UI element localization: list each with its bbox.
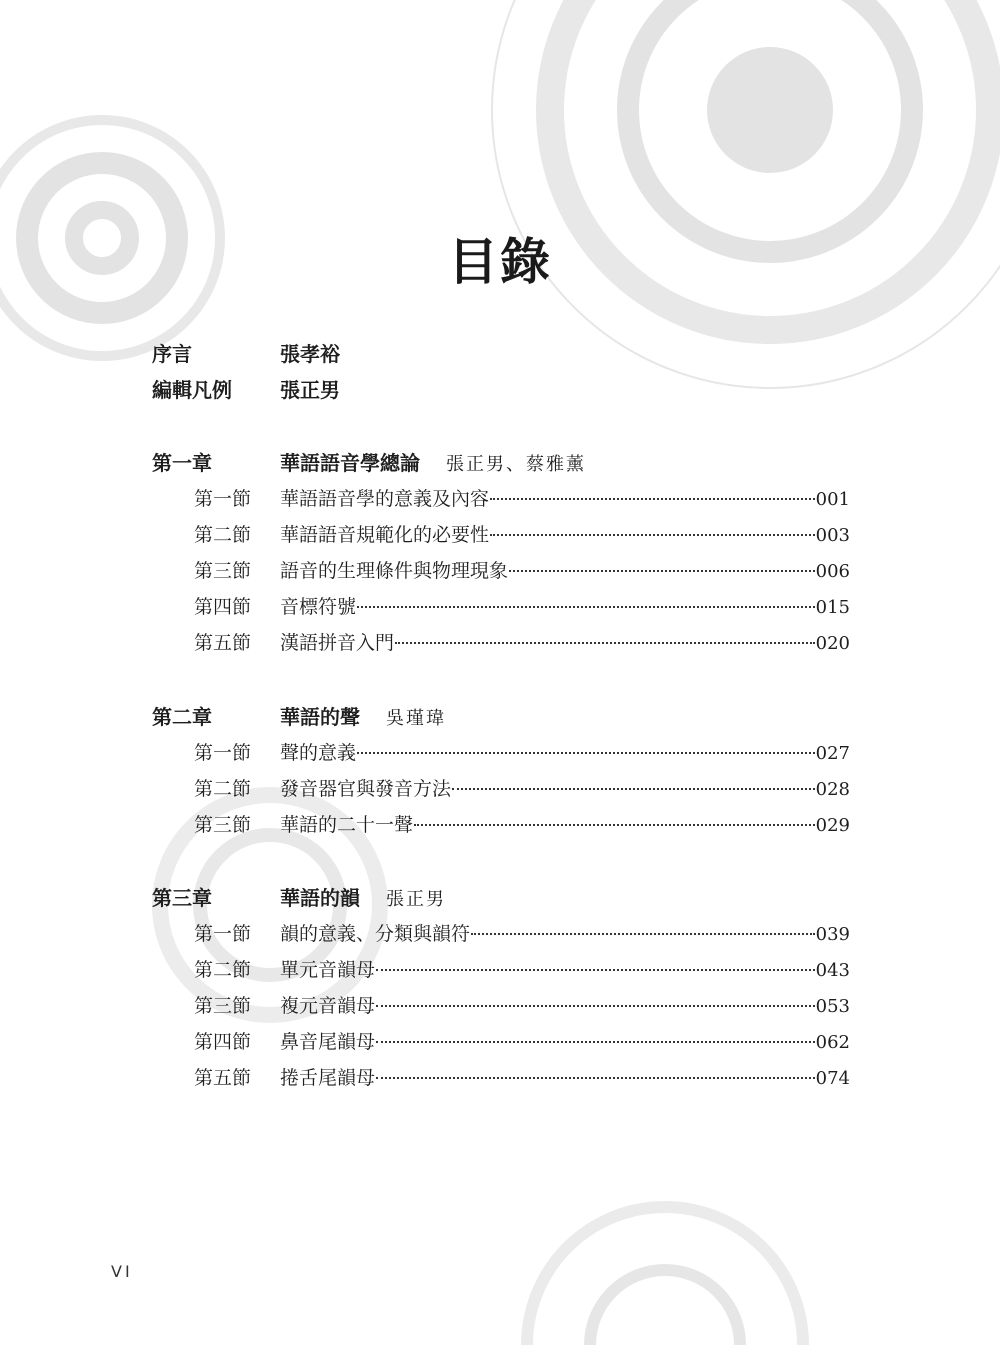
page-number: 043 xyxy=(815,960,850,981)
section-title: 單元音韻母 xyxy=(280,959,376,981)
dot-leader xyxy=(490,534,815,536)
section-number: 第二節 xyxy=(194,524,252,546)
page-number: 062 xyxy=(815,1032,850,1053)
dot-leader xyxy=(490,498,815,500)
page-number: 039 xyxy=(815,924,850,945)
section-title: 華語的二十一聲 xyxy=(280,814,414,836)
section-title: 華語語音規範化的必要性 xyxy=(280,524,490,546)
dot-leader xyxy=(376,1041,815,1043)
section-number: 第一節 xyxy=(194,742,252,764)
toc-entry xyxy=(194,481,850,517)
chapter-2-heading xyxy=(152,699,852,735)
toc-entry xyxy=(194,589,850,625)
toc-entry xyxy=(194,1024,850,1060)
toc-entry xyxy=(194,625,850,661)
page-number: 074 xyxy=(815,1068,850,1089)
section-number: 第四節 xyxy=(194,1031,252,1053)
toc-entry xyxy=(194,553,850,589)
section-number: 第二節 xyxy=(194,778,252,800)
page-number: 020 xyxy=(815,633,850,654)
page-number: 003 xyxy=(815,525,850,546)
section-number: 第一節 xyxy=(194,488,252,510)
toc-entry xyxy=(194,952,850,988)
front-matter-author: 張孝裕 xyxy=(280,342,340,366)
section-title: 捲舌尾韻母 xyxy=(280,1067,376,1089)
chapter-1-heading xyxy=(152,445,852,481)
dot-leader xyxy=(471,933,815,935)
section-number: 第三節 xyxy=(194,995,252,1017)
page-number: 001 xyxy=(815,489,850,510)
dot-leader xyxy=(395,642,815,644)
dot-leader xyxy=(509,570,815,572)
toc-entry xyxy=(194,735,850,771)
section-title: 音標符號 xyxy=(280,596,357,618)
section-title: 語音的生理條件與物理現象 xyxy=(280,560,509,582)
toc-entry xyxy=(194,1060,850,1096)
toc-entry xyxy=(194,771,850,807)
chapter-authors: 張正男 xyxy=(386,889,446,910)
dot-leader xyxy=(414,824,815,826)
bottom-rings xyxy=(527,1207,803,1345)
dot-leader xyxy=(376,969,815,971)
section-number: 第二節 xyxy=(194,959,252,981)
section-number: 第三節 xyxy=(194,814,252,836)
page-number: 027 xyxy=(815,743,850,764)
chapter-authors: 吳瑾瑋 xyxy=(386,708,446,729)
dot-leader xyxy=(357,606,815,608)
section-title: 漢語拼音入門 xyxy=(280,632,395,654)
section-title: 鼻音尾韻母 xyxy=(280,1031,376,1053)
page-number: 029 xyxy=(815,815,850,836)
section-number: 第三節 xyxy=(194,560,252,582)
section-title: 聲的意義 xyxy=(280,742,357,764)
dot-leader xyxy=(357,752,815,754)
section-title: 複元音韻母 xyxy=(280,995,376,1017)
chapter-authors: 張正男、蔡雅薰 xyxy=(446,454,586,475)
page-number: 028 xyxy=(815,779,850,800)
toc-entry xyxy=(194,988,850,1024)
top-right-rings xyxy=(492,0,1000,388)
section-title: 韻的意義、分類與韻符 xyxy=(280,923,471,945)
toc-entry xyxy=(194,916,850,952)
page-title: 目錄 xyxy=(448,233,552,291)
front-matter-label: 編輯凡例 xyxy=(152,378,232,402)
section-title: 華語語音學的意義及內容 xyxy=(280,488,490,510)
chapter-title: 華語的聲 xyxy=(280,705,360,729)
chapter-number: 第一章 xyxy=(152,451,212,475)
chapter-number: 第二章 xyxy=(152,705,212,729)
page-number: 015 xyxy=(815,597,850,618)
toc-entry xyxy=(194,807,850,843)
section-title: 發音器官與發音方法 xyxy=(280,778,452,800)
chapter-title: 華語的韻 xyxy=(280,886,360,910)
front-matter-label: 序言 xyxy=(152,342,192,366)
page-number: 053 xyxy=(815,996,850,1017)
section-number: 第一節 xyxy=(194,923,252,945)
page-number: 006 xyxy=(815,561,850,582)
toc-entry xyxy=(194,517,850,553)
front-matter-author: 張正男 xyxy=(280,378,340,402)
dot-leader xyxy=(376,1005,815,1007)
chapter-number: 第三章 xyxy=(152,886,212,910)
dot-leader xyxy=(452,788,815,790)
chapter-title: 華語語音學總論 xyxy=(280,451,420,475)
section-number: 第五節 xyxy=(194,1067,252,1089)
page-folio: VI xyxy=(111,1262,133,1281)
section-number: 第四節 xyxy=(194,596,252,618)
chapter-3-heading xyxy=(152,880,852,916)
section-number: 第五節 xyxy=(194,632,252,654)
dot-leader xyxy=(376,1077,815,1079)
